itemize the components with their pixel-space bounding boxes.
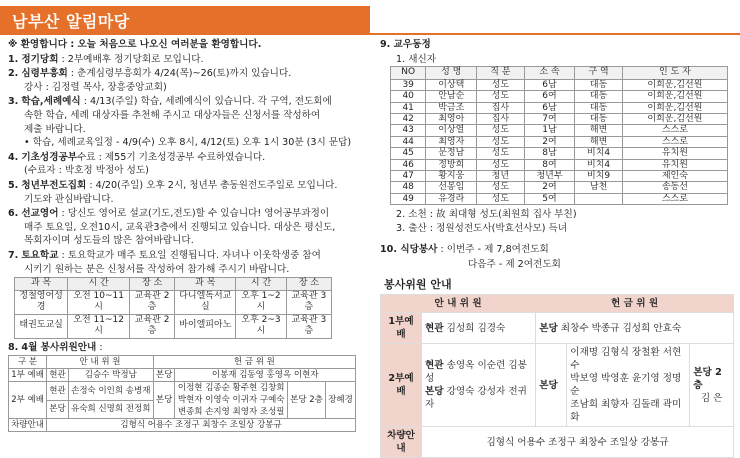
table-cell: 46 xyxy=(391,159,426,170)
place-tag: 본당 xyxy=(539,322,558,334)
table-row xyxy=(381,344,734,427)
table-cell: 최영자 xyxy=(426,136,477,147)
notice-line: 매주 토요일, 오전10시, 교육관3층에서 진행되고 있습니다. 대상은 평신도, xyxy=(24,221,336,233)
notice-text: : xyxy=(96,341,103,353)
notice-line: 속한 학습, 세례 대상자를 추천해 주시고 대상자들은 신청서를 작성하여 xyxy=(24,109,321,121)
notice-1 xyxy=(8,53,366,67)
table-row xyxy=(391,148,728,159)
table-cell: 박금조 xyxy=(426,102,477,113)
notice-title: 기초성경공부 xyxy=(21,151,77,163)
table-header: 안 내 위 원 xyxy=(381,295,536,313)
table-cell: 이봉재 김동영 홍영옥 이현자 xyxy=(175,369,356,382)
table-cell: 제인숙 xyxy=(622,170,727,181)
notice-number: 8. xyxy=(8,341,19,353)
notice-title: 토요학교 xyxy=(21,249,59,261)
table-row xyxy=(9,419,356,432)
table-header: 안 내 위 원 xyxy=(47,356,154,369)
table-row xyxy=(391,170,728,181)
table-cell: 해변 xyxy=(575,125,622,136)
table-cell: 대동 xyxy=(575,91,622,102)
volunteer-guide-title: 봉사위원 안내 xyxy=(384,277,452,291)
table-row xyxy=(391,136,728,147)
new-members-table xyxy=(390,66,728,205)
table-cell: 39 xyxy=(391,79,426,90)
notice-2 xyxy=(8,67,366,94)
table-cell: 대동 xyxy=(575,102,622,113)
notice-bullet: • 학습, 세례교육일정 - 4/9(수) 오후 8시, 4/12(토) 오후 1시 30분 (3시 문답) xyxy=(24,137,352,149)
table-cell: 성도 xyxy=(477,159,524,170)
notice-text: : 4/20(주일) 오후 2시, 청년부 총동원전도주일로 모입니다. xyxy=(86,179,338,191)
notice-3 xyxy=(8,95,366,149)
table-header: 헌 금 위 원 xyxy=(153,356,355,369)
table-cell: 성도 xyxy=(477,136,524,147)
table-cell xyxy=(690,344,734,427)
table-row xyxy=(391,125,728,136)
table-cell: 비치4 xyxy=(575,148,622,159)
table-cell: 송동선 xyxy=(622,182,727,193)
notice-title: 심령부흥회 xyxy=(21,68,68,80)
notice-text: : 춘계심령부흥회가 4/24(목)~26(토)까지 있습니다. xyxy=(67,68,292,80)
table-row xyxy=(9,369,356,382)
place-tag: 본당 xyxy=(536,344,567,427)
notice-sub: 강사 : 김정렬 목사, 장흥중앙교회) xyxy=(24,81,167,93)
table-header: 구 분 xyxy=(9,356,47,369)
notice-sub: (수료자 : 박호정 박정아 성도) xyxy=(24,165,149,177)
table-header: 헌 금 위 원 xyxy=(536,295,734,313)
table-row xyxy=(391,193,728,204)
table-cell: 성도 xyxy=(477,182,524,193)
section-subtitle: 1. 새신자 xyxy=(396,53,437,65)
section-title: 10. 식당봉사 xyxy=(380,244,438,256)
offer-line: 박보영 박영훈 윤기영 정명순 xyxy=(570,373,682,398)
notice-text: : 2부예배후 정기당회로 모입니다. xyxy=(58,53,204,65)
welcome-note: ※ 환영합니다 : 오늘 처음으로 나오신 여러분을 환영합니다. xyxy=(8,39,262,50)
table-cell: 교육관 3층 xyxy=(286,290,331,314)
notice-4 xyxy=(8,151,366,178)
table-row xyxy=(391,113,728,124)
table-header: 과 목 xyxy=(175,278,236,291)
notice-title: 4월 봉사위원안내 xyxy=(21,341,97,353)
table-cell: 바이엘피아노 xyxy=(175,314,236,338)
table-cell: 이희운,김선원 xyxy=(622,102,727,113)
notice-line: 제출 바랍니다. xyxy=(24,123,86,135)
left-column xyxy=(8,38,366,432)
table-cell: 7여 xyxy=(524,113,575,124)
table-cell: 정방희 xyxy=(426,159,477,170)
table-cell: 1부 예배 xyxy=(9,369,47,382)
table-cell: 다니엘독서교실 xyxy=(175,290,236,314)
notice-6 xyxy=(8,207,366,248)
offer-line: 변종희 손지영 최영자 조성필 xyxy=(177,407,285,418)
names: 김 은 xyxy=(700,392,723,404)
table-cell: 현관 xyxy=(47,382,69,401)
volunteer-guide-table xyxy=(380,294,734,458)
offer-line: 조남희 최향자 김돌래 곽미화 xyxy=(570,399,682,424)
notice-sub: 기도와 관심바랍니다. xyxy=(24,193,114,205)
table-row xyxy=(381,313,734,344)
table-cell: 차량안내 xyxy=(9,419,47,432)
table-cell: 이상택 xyxy=(426,79,477,90)
notice-number: 5. xyxy=(8,179,19,191)
table-cell: 2부 예배 xyxy=(9,382,47,419)
table-cell: 청년부 xyxy=(524,170,575,181)
table-cell: 집사 xyxy=(477,102,524,113)
offer-line: 이정현 김종순 황주현 김창희 xyxy=(177,383,285,394)
table-row xyxy=(391,79,728,90)
kitchen-next-week: 다음주 - 제 2여전도회 xyxy=(468,258,561,270)
table-cell: 교육관 2층 xyxy=(130,314,175,338)
table-cell: 대동 xyxy=(575,79,622,90)
place-tag: 현관 xyxy=(425,360,444,372)
table-header: 시 간 xyxy=(236,278,286,291)
table-cell: 8여 xyxy=(524,159,575,170)
table-cell: 6남 xyxy=(524,79,575,90)
table-header-row xyxy=(15,278,332,291)
page-title: 남부산 알림마당 xyxy=(12,12,130,31)
section-title: 9. 교우동정 xyxy=(380,39,431,50)
notice-line: 시키기 원하는 분은 신청서를 작성하여 참가해 주시기 바랍니다. xyxy=(24,263,290,275)
table-cell: 선봉임 xyxy=(426,182,477,193)
table-row xyxy=(9,382,356,401)
notice-text: : 토요학교가 매주 토요일 진행됩니다. 자녀나 이웃학생중 참여 xyxy=(58,249,321,261)
notice-text: 수료 : 제55기 기초성경공부 수료하였습니다. xyxy=(77,151,266,163)
names: 송영옥 이순련 김봉성 xyxy=(425,360,527,385)
notice-number: 4. xyxy=(8,151,19,163)
header-rule xyxy=(0,33,740,35)
place-tag: 현관 xyxy=(425,322,444,334)
table-cell: 42 xyxy=(391,113,426,124)
table-cell: 장혜경 xyxy=(326,382,356,419)
table-cell: 유치원 xyxy=(622,148,727,159)
notice-text: : 4/13(주일) 학습, 세례예식이 있습니다. 각 구역, 전도회에 xyxy=(80,96,332,108)
table-cell: 해변 xyxy=(575,136,622,147)
table-row xyxy=(391,182,728,193)
table-row xyxy=(381,427,734,458)
table-cell: 유경라 xyxy=(426,193,477,204)
table-cell: 본당 xyxy=(47,400,69,419)
table-cell: 유숙희 신명희 전정희 xyxy=(68,400,153,419)
table-cell: 44 xyxy=(391,136,426,147)
table-cell: 8남 xyxy=(524,148,575,159)
table-cell: 비치4 xyxy=(575,159,622,170)
table-cell: 이희운,김선원 xyxy=(622,113,727,124)
table-cell: 40 xyxy=(391,91,426,102)
table-cell: 정철영어성경 xyxy=(15,290,68,314)
table-row xyxy=(391,91,728,102)
table-cell: 1남 xyxy=(524,125,575,136)
table-cell: 6여 xyxy=(524,91,575,102)
table-cell: 성도 xyxy=(477,193,524,204)
kitchen-service xyxy=(380,243,734,257)
table-cell xyxy=(575,193,622,204)
table-cell: 본당 xyxy=(153,369,175,382)
notice-text: : 당신도 영어로 설교(기도,전도)할 수 있습니다! 영어공부과정이 xyxy=(58,208,330,220)
table-cell: 유치원 xyxy=(622,159,727,170)
table-cell: 황지웅 xyxy=(426,170,477,181)
table-cell: 성도 xyxy=(477,79,524,90)
table-header: 장 소 xyxy=(286,278,331,291)
table-cell: 오전 10~11시 xyxy=(68,290,130,314)
table-cell: 남천 xyxy=(575,182,622,193)
table-cell: 2여 xyxy=(524,182,575,193)
notice-title: 학습,세례예식 xyxy=(21,96,81,108)
table-row xyxy=(391,102,728,113)
table-cell: 교육관 2층 xyxy=(130,290,175,314)
table-cell xyxy=(536,313,734,344)
table-cell: 5여 xyxy=(524,193,575,204)
table-header: 시 간 xyxy=(68,278,130,291)
notice-8 xyxy=(8,341,366,355)
table-cell: 대동 xyxy=(575,113,622,124)
row-label: 차량안내 xyxy=(381,427,422,458)
table-header-row xyxy=(391,67,728,80)
table-cell: 집사 xyxy=(477,113,524,124)
table-cell: 49 xyxy=(391,193,426,204)
table-cell: 본당 xyxy=(153,382,175,419)
table-cell: 오후 2~3시 xyxy=(236,314,286,338)
table-cell: 성도 xyxy=(477,91,524,102)
table-row xyxy=(15,290,332,314)
table-cell: 김승수 박정남 xyxy=(68,369,153,382)
table-cell xyxy=(567,344,690,427)
table-cell: 오전 11~12시 xyxy=(68,314,130,338)
offer-line: 이재명 김형식 장철환 서현수 xyxy=(570,347,682,372)
table-cell: 오후 1~2시 xyxy=(236,290,286,314)
table-header: NO xyxy=(391,67,426,80)
notice-line: 목회자이며 성도들의 많은 참여바랍니다. xyxy=(24,235,194,247)
table-cell: 이희운,김선원 xyxy=(622,91,727,102)
table-cell: 김형식 어용수 조정구 최창수 조일상 강봉규 xyxy=(422,427,734,458)
table-header: 인 도 자 xyxy=(622,67,727,80)
names: 강영숙 강성자 전귀자 xyxy=(425,386,527,411)
table-header-row xyxy=(9,356,356,369)
notice-number: 7. xyxy=(8,249,19,261)
kitchen-this-week: : 이번주 - 제 7,8여전도회 xyxy=(437,244,549,256)
table-header-row xyxy=(381,295,734,313)
table-cell: 이희운,김선원 xyxy=(622,79,727,90)
notice-title: 정기당회 xyxy=(21,53,59,65)
table-header: 직 분 xyxy=(477,67,524,80)
right-column xyxy=(380,38,734,458)
table-cell: 본당 2층 xyxy=(287,382,325,419)
table-header: 소 속 xyxy=(524,67,575,80)
table-header: 구 역 xyxy=(575,67,622,80)
table-header: 과 목 xyxy=(15,278,68,291)
table-cell: 성도 xyxy=(477,148,524,159)
table-cell: 손정숙 이인희 송병재 xyxy=(68,382,153,401)
notice-number: 3. xyxy=(8,96,19,108)
table-cell xyxy=(175,382,288,419)
table-cell: 43 xyxy=(391,125,426,136)
notice-5 xyxy=(8,179,366,206)
table-cell: 교육관 3층 xyxy=(286,314,331,338)
row-label: 1부예배 xyxy=(381,313,422,344)
table-cell: 45 xyxy=(391,148,426,159)
header xyxy=(0,0,740,34)
notice-title: 선교영어 xyxy=(21,208,59,220)
names: 최창수 박종규 김성희 안효숙 xyxy=(560,322,682,334)
table-cell: 스스로 xyxy=(622,193,727,204)
table-cell: 태권도교실 xyxy=(15,314,68,338)
table-cell: 문정남 xyxy=(426,148,477,159)
names: 김성희 김경숙 xyxy=(446,322,506,334)
notice-7 xyxy=(8,249,366,276)
saturday-school-table xyxy=(14,277,332,339)
table-cell: 스스로 xyxy=(622,136,727,147)
table-row xyxy=(391,159,728,170)
table-row xyxy=(15,314,332,338)
notice-number: 6. xyxy=(8,208,19,220)
notice-number: 2. xyxy=(8,68,19,80)
table-header: 장 소 xyxy=(130,278,175,291)
notice-title: 청년부전도집회 xyxy=(21,179,87,191)
table-cell: 성도 xyxy=(477,125,524,136)
table-cell: 6남 xyxy=(524,102,575,113)
table-cell: 47 xyxy=(391,170,426,181)
table-cell: 최영아 xyxy=(426,113,477,124)
table-header: 성 명 xyxy=(426,67,477,80)
row-label: 2부예배 xyxy=(381,344,422,427)
table-cell: 2여 xyxy=(524,136,575,147)
april-volunteer-table xyxy=(8,355,356,432)
table-cell: 청년 xyxy=(477,170,524,181)
table-cell: 비치9 xyxy=(575,170,622,181)
table-cell xyxy=(422,344,536,427)
table-cell: 안남순 xyxy=(426,91,477,102)
notice-number: 1. xyxy=(8,53,19,65)
offer-line: 박현자 이영숙 이귀자 구예숙 xyxy=(177,395,285,406)
table-cell: 41 xyxy=(391,102,426,113)
place-tag: 본당 2층 xyxy=(693,366,722,391)
birth-notice: 3. 출산 : 정원성전도사(박효선사모) 득녀 xyxy=(396,222,568,234)
table-cell xyxy=(422,313,536,344)
table-cell: 김형식 어용수 조정구 최창수 조일상 강봉규 xyxy=(47,419,356,432)
funeral-notice: 2. 소천 : 故 최대형 성도(최원희 집사 부친) xyxy=(396,209,577,221)
table-cell: 스스로 xyxy=(622,125,727,136)
table-cell: 현관 xyxy=(47,369,69,382)
table-cell: 이상열 xyxy=(426,125,477,136)
table-cell: 48 xyxy=(391,182,426,193)
place-tag: 본당 xyxy=(425,386,444,398)
